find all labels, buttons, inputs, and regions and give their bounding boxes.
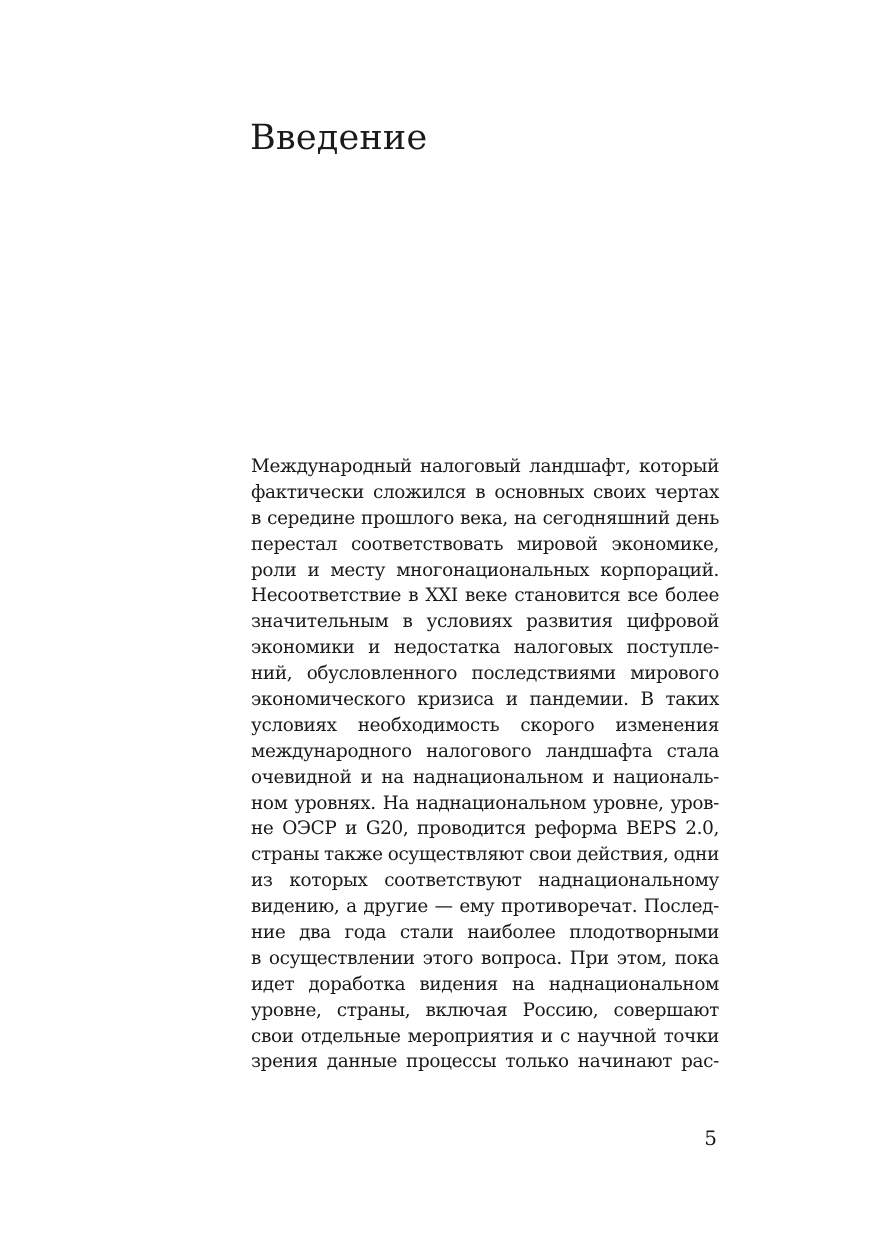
body-line: зрения данные процессы только начинают рас- xyxy=(251,1051,719,1073)
body-line: свои отдельные мероприятия и с научной точки xyxy=(251,1025,719,1047)
body-line: страны также осуществляют свои действия, одни xyxy=(251,844,719,866)
body-line: международного налогового ландшафта стала xyxy=(251,740,719,762)
body-line: ном уровнях. На наднациональном уровне, уров- xyxy=(251,792,719,814)
chapter-title: Введение xyxy=(250,118,428,158)
body-line: видению, а другие — ему противоречат. Послед- xyxy=(251,896,719,918)
body-line: экономического кризиса и пандемии. В таких xyxy=(251,689,719,711)
body-line: Несоответствие в XXI веке становится все более xyxy=(251,585,719,607)
body-line: Международный налоговый ландшафт, который xyxy=(251,456,719,477)
body-line: ние два года стали наиболее плодотворными xyxy=(251,922,719,944)
body-line: роли и месту многонациональных корпораций. xyxy=(251,559,719,581)
body-line: фактически сложился в основных своих чертах xyxy=(251,481,719,503)
body-line: не ОЭСР и G20, проводится реформа BEPS 2.0, xyxy=(251,818,719,840)
body-line: экономики и недостатка налоговых поступле- xyxy=(251,637,719,659)
body-line: уровне, страны, включая Россию, совершают xyxy=(251,999,719,1021)
body-line: значительным в условиях развития цифровой xyxy=(251,611,719,633)
body-line: перестал соответствовать мировой экономике, xyxy=(251,533,719,555)
body-line: условиях необходимость скорого изменения xyxy=(251,714,719,736)
body-line: ний, обусловленного последствиями мирового xyxy=(251,663,719,685)
body-paragraph xyxy=(251,454,719,1075)
body-line: очевидной и на наднациональном и националь- xyxy=(251,766,719,788)
body-line: идет доработка видения на наднациональном xyxy=(251,973,719,995)
body-line: из которых соответствуют наднациональному xyxy=(251,870,719,892)
body-line: в середине прошлого века, на сегодняшний день xyxy=(251,507,719,529)
body-line: в осуществлении этого вопроса. При этом, пока xyxy=(251,947,719,969)
page-number: 5 xyxy=(704,1126,717,1150)
